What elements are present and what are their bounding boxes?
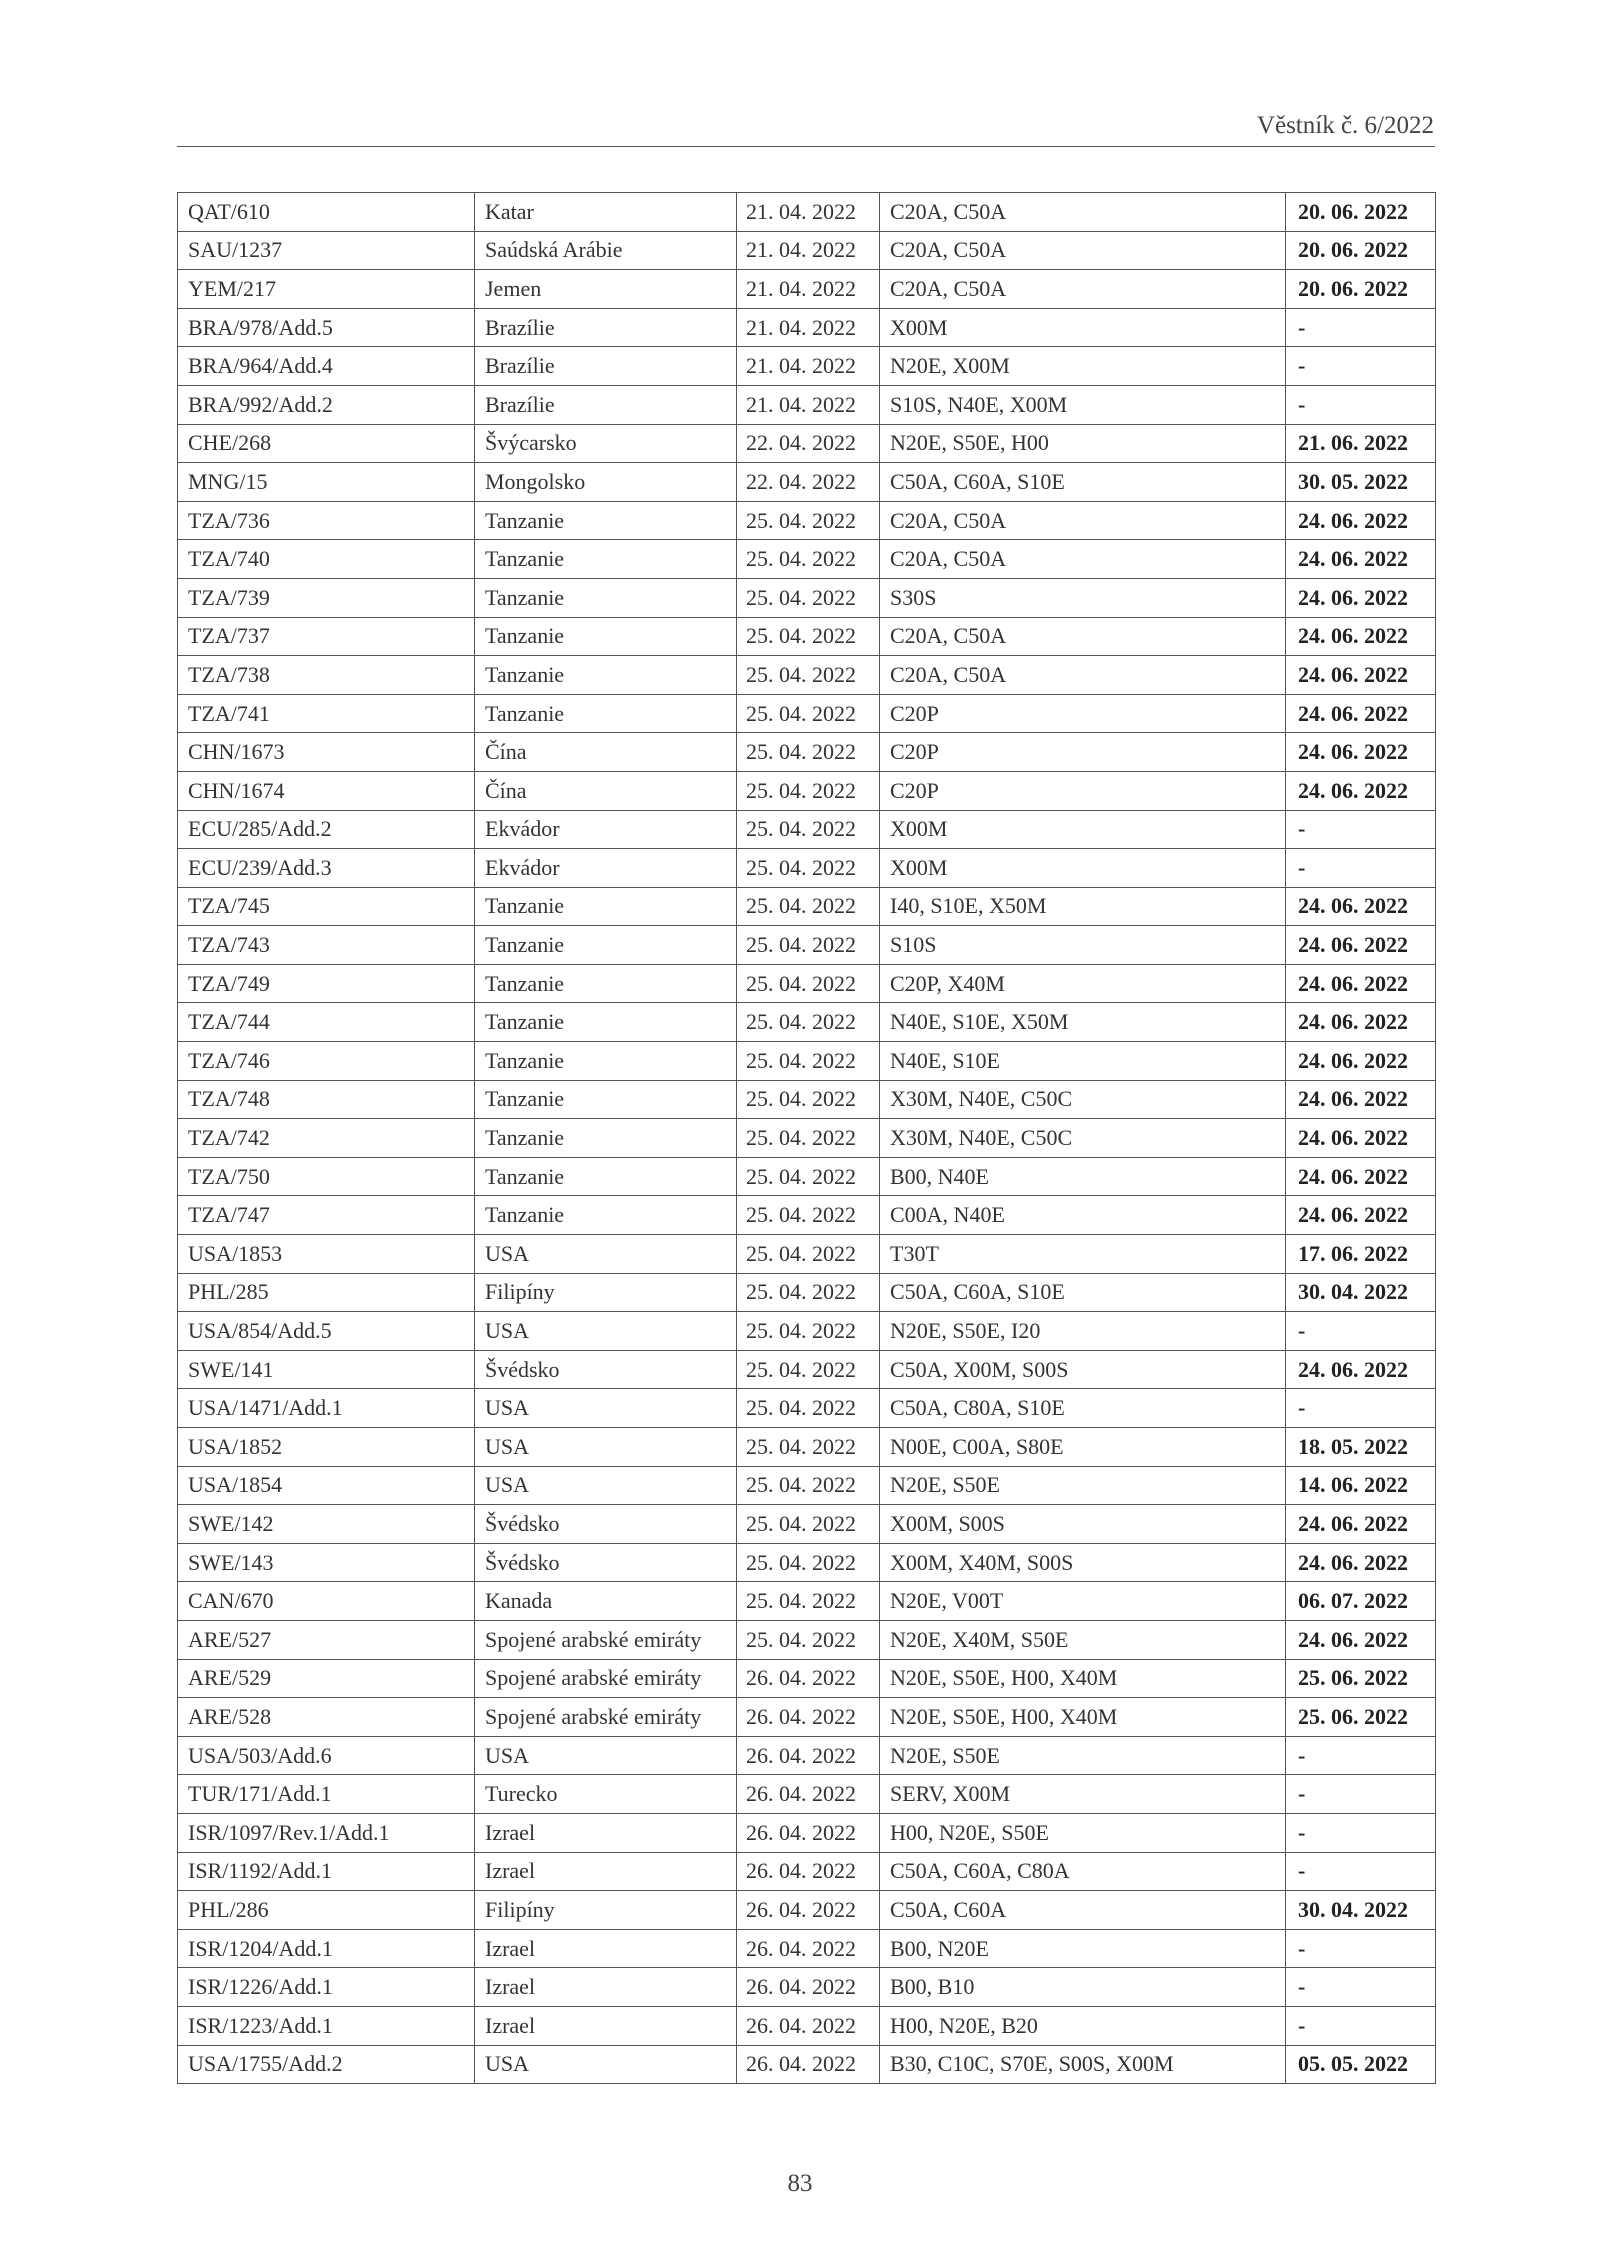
cell-country: Brazílie [475, 308, 737, 347]
cell-country: Turecko [475, 1775, 737, 1814]
cell-date: 25. 04. 2022 [737, 656, 880, 695]
cell-country: Tanzanie [475, 926, 737, 965]
cell-deadline: - [1286, 2006, 1436, 2045]
cell-date: 25. 04. 2022 [737, 1312, 880, 1351]
cell-codes: C50A, C80A, S10E [880, 1389, 1286, 1428]
cell-document: TZA/743 [178, 926, 475, 965]
cell-deadline: 06. 07. 2022 [1286, 1582, 1436, 1621]
table-row [178, 2006, 1436, 2045]
table-row [178, 1312, 1436, 1351]
cell-country: Izrael [475, 1929, 737, 1968]
cell-date: 25. 04. 2022 [737, 1157, 880, 1196]
table-row [178, 1466, 1436, 1505]
cell-codes: C00A, N40E [880, 1196, 1286, 1235]
cell-document: TUR/171/Add.1 [178, 1775, 475, 1814]
cell-date: 25. 04. 2022 [737, 1428, 880, 1467]
cell-codes: SERV, X00M [880, 1775, 1286, 1814]
cell-date: 21. 04. 2022 [737, 193, 880, 232]
cell-date: 26. 04. 2022 [737, 1968, 880, 2007]
cell-deadline: 24. 06. 2022 [1286, 1003, 1436, 1042]
cell-country: Izrael [475, 2006, 737, 2045]
cell-codes: S10S, N40E, X00M [880, 385, 1286, 424]
cell-deadline: 24. 06. 2022 [1286, 501, 1436, 540]
cell-codes: C20A, C50A [880, 656, 1286, 695]
cell-deadline: 24. 06. 2022 [1286, 1042, 1436, 1081]
cell-document: TZA/742 [178, 1119, 475, 1158]
cell-deadline: 24. 06. 2022 [1286, 578, 1436, 617]
cell-codes: X00M [880, 849, 1286, 888]
cell-date: 25. 04. 2022 [737, 771, 880, 810]
cell-codes: X00M [880, 308, 1286, 347]
cell-country: Filipíny [475, 1891, 737, 1930]
cell-country: Tanzanie [475, 1003, 737, 1042]
cell-date: 21. 04. 2022 [737, 347, 880, 386]
table-row [178, 1775, 1436, 1814]
cell-deadline: 24. 06. 2022 [1286, 1505, 1436, 1544]
cell-codes: N20E, X00M [880, 347, 1286, 386]
cell-deadline: 25. 06. 2022 [1286, 1698, 1436, 1737]
cell-codes: X30M, N40E, C50C [880, 1119, 1286, 1158]
cell-country: Saúdská Arábie [475, 231, 737, 270]
cell-country: USA [475, 1312, 737, 1351]
cell-codes: N20E, X40M, S50E [880, 1620, 1286, 1659]
cell-deadline: - [1286, 385, 1436, 424]
cell-document: BRA/978/Add.5 [178, 308, 475, 347]
table-row [178, 1736, 1436, 1775]
cell-date: 25. 04. 2022 [737, 849, 880, 888]
cell-codes: C20P, X40M [880, 964, 1286, 1003]
cell-deadline: 24. 06. 2022 [1286, 733, 1436, 772]
cell-codes: X30M, N40E, C50C [880, 1080, 1286, 1119]
table-row [178, 1968, 1436, 2007]
cell-country: USA [475, 1428, 737, 1467]
cell-codes: B30, C10C, S70E, S00S, X00M [880, 2045, 1286, 2084]
cell-deadline: - [1286, 1968, 1436, 2007]
table-row [178, 1891, 1436, 1930]
cell-date: 25. 04. 2022 [737, 926, 880, 965]
table-row [178, 926, 1436, 965]
cell-country: Tanzanie [475, 617, 737, 656]
cell-deadline: 24. 06. 2022 [1286, 1157, 1436, 1196]
table-row [178, 578, 1436, 617]
cell-codes: N20E, S50E, H00, X40M [880, 1659, 1286, 1698]
cell-date: 26. 04. 2022 [737, 1659, 880, 1698]
cell-document: BRA/992/Add.2 [178, 385, 475, 424]
table-row [178, 1428, 1436, 1467]
cell-codes: T30T [880, 1235, 1286, 1274]
cell-deadline: 24. 06. 2022 [1286, 1119, 1436, 1158]
cell-date: 25. 04. 2022 [737, 1003, 880, 1042]
cell-document: TZA/744 [178, 1003, 475, 1042]
cell-deadline: - [1286, 1775, 1436, 1814]
cell-country: USA [475, 1466, 737, 1505]
cell-country: Tanzanie [475, 1042, 737, 1081]
cell-country: Spojené arabské emiráty [475, 1698, 737, 1737]
cell-deadline: 30. 04. 2022 [1286, 1891, 1436, 1930]
cell-country: Jemen [475, 270, 737, 309]
cell-deadline: 24. 06. 2022 [1286, 926, 1436, 965]
cell-date: 25. 04. 2022 [737, 540, 880, 579]
cell-deadline: - [1286, 308, 1436, 347]
cell-codes: C50A, C60A [880, 1891, 1286, 1930]
cell-country: Tanzanie [475, 1196, 737, 1235]
cell-codes: N20E, S50E, I20 [880, 1312, 1286, 1351]
table-row [178, 849, 1436, 888]
page-number: 83 [787, 2170, 813, 2197]
table-row [178, 1042, 1436, 1081]
cell-date: 25. 04. 2022 [737, 617, 880, 656]
table-row [178, 1196, 1436, 1235]
cell-document: USA/1471/Add.1 [178, 1389, 475, 1428]
cell-codes: B00, B10 [880, 1968, 1286, 2007]
table-row [178, 1852, 1436, 1891]
cell-date: 22. 04. 2022 [737, 424, 880, 463]
cell-document: USA/1853 [178, 1235, 475, 1274]
table-row [178, 463, 1436, 502]
cell-deadline: 14. 06. 2022 [1286, 1466, 1436, 1505]
cell-deadline: 21. 06. 2022 [1286, 424, 1436, 463]
cell-document: CHN/1674 [178, 771, 475, 810]
table-row [178, 1659, 1436, 1698]
cell-deadline: 24. 06. 2022 [1286, 1543, 1436, 1582]
cell-deadline: - [1286, 1813, 1436, 1852]
cell-codes: C50A, C60A, S10E [880, 463, 1286, 502]
cell-country: Spojené arabské emiráty [475, 1620, 737, 1659]
cell-date: 25. 04. 2022 [737, 1273, 880, 1312]
cell-date: 26. 04. 2022 [737, 2006, 880, 2045]
cell-document: TZA/749 [178, 964, 475, 1003]
cell-date: 26. 04. 2022 [737, 2045, 880, 2084]
cell-document: ISR/1097/Rev.1/Add.1 [178, 1813, 475, 1852]
table-row [178, 1929, 1436, 1968]
cell-codes: B00, N40E [880, 1157, 1286, 1196]
cell-date: 25. 04. 2022 [737, 1389, 880, 1428]
cell-codes: X00M [880, 810, 1286, 849]
cell-date: 25. 04. 2022 [737, 694, 880, 733]
cell-date: 25. 04. 2022 [737, 1350, 880, 1389]
table-row [178, 810, 1436, 849]
cell-deadline: - [1286, 810, 1436, 849]
cell-document: USA/1852 [178, 1428, 475, 1467]
cell-codes: C20P [880, 771, 1286, 810]
cell-deadline: 05. 05. 2022 [1286, 2045, 1436, 2084]
cell-document: USA/854/Add.5 [178, 1312, 475, 1351]
notification-table [177, 192, 1436, 2084]
cell-country: Izrael [475, 1968, 737, 2007]
cell-deadline: - [1286, 1736, 1436, 1775]
table-row [178, 270, 1436, 309]
cell-document: SWE/141 [178, 1350, 475, 1389]
table-row [178, 1273, 1436, 1312]
cell-country: Tanzanie [475, 694, 737, 733]
cell-document: CHE/268 [178, 424, 475, 463]
cell-codes: N40E, S10E, X50M [880, 1003, 1286, 1042]
cell-date: 26. 04. 2022 [737, 1891, 880, 1930]
cell-deadline: 17. 06. 2022 [1286, 1235, 1436, 1274]
cell-country: Švédsko [475, 1350, 737, 1389]
table-row [178, 1813, 1436, 1852]
cell-codes: C20A, C50A [880, 231, 1286, 270]
cell-document: QAT/610 [178, 193, 475, 232]
table-row [178, 231, 1436, 270]
table-row [178, 1505, 1436, 1544]
cell-deadline: 24. 06. 2022 [1286, 1620, 1436, 1659]
cell-date: 25. 04. 2022 [737, 1042, 880, 1081]
cell-document: TZA/737 [178, 617, 475, 656]
cell-date: 26. 04. 2022 [737, 1929, 880, 1968]
cell-date: 26. 04. 2022 [737, 1736, 880, 1775]
cell-deadline: 24. 06. 2022 [1286, 1080, 1436, 1119]
cell-codes: N20E, S50E, H00, X40M [880, 1698, 1286, 1737]
cell-document: ISR/1192/Add.1 [178, 1852, 475, 1891]
cell-deadline: 20. 06. 2022 [1286, 270, 1436, 309]
cell-document: TZA/750 [178, 1157, 475, 1196]
cell-document: BRA/964/Add.4 [178, 347, 475, 386]
cell-codes: C20P [880, 733, 1286, 772]
cell-date: 25. 04. 2022 [737, 1543, 880, 1582]
table-row [178, 1003, 1436, 1042]
header-divider [177, 146, 1435, 147]
cell-country: Tanzanie [475, 501, 737, 540]
cell-deadline: 24. 06. 2022 [1286, 887, 1436, 926]
cell-codes: C20A, C50A [880, 193, 1286, 232]
cell-country: Spojené arabské emiráty [475, 1659, 737, 1698]
cell-date: 25. 04. 2022 [737, 1119, 880, 1158]
cell-deadline: 24. 06. 2022 [1286, 656, 1436, 695]
table-row [178, 964, 1436, 1003]
cell-country: Ekvádor [475, 810, 737, 849]
table-row [178, 1080, 1436, 1119]
cell-codes: X00M, X40M, S00S [880, 1543, 1286, 1582]
cell-country: Mongolsko [475, 463, 737, 502]
cell-country: Tanzanie [475, 1157, 737, 1196]
cell-date: 21. 04. 2022 [737, 270, 880, 309]
table-row [178, 308, 1436, 347]
cell-deadline: - [1286, 1852, 1436, 1891]
cell-country: Čína [475, 733, 737, 772]
cell-codes: H00, N20E, B20 [880, 2006, 1286, 2045]
table-row [178, 1235, 1436, 1274]
cell-country: USA [475, 1736, 737, 1775]
cell-codes: S10S [880, 926, 1286, 965]
cell-deadline: 20. 06. 2022 [1286, 231, 1436, 270]
cell-document: ARE/527 [178, 1620, 475, 1659]
cell-document: TZA/738 [178, 656, 475, 695]
cell-document: ECU/285/Add.2 [178, 810, 475, 849]
cell-country: Tanzanie [475, 540, 737, 579]
cell-codes: C20A, C50A [880, 270, 1286, 309]
table-row [178, 1119, 1436, 1158]
cell-date: 25. 04. 2022 [737, 964, 880, 1003]
table-row [178, 733, 1436, 772]
cell-document: TZA/740 [178, 540, 475, 579]
cell-deadline: 30. 05. 2022 [1286, 463, 1436, 502]
cell-document: USA/1755/Add.2 [178, 2045, 475, 2084]
cell-deadline: 24. 06. 2022 [1286, 617, 1436, 656]
table-row [178, 2045, 1436, 2084]
cell-date: 22. 04. 2022 [737, 463, 880, 502]
cell-codes: N00E, C00A, S80E [880, 1428, 1286, 1467]
table-row [178, 656, 1436, 695]
cell-country: Tanzanie [475, 1119, 737, 1158]
cell-codes: H00, N20E, S50E [880, 1813, 1286, 1852]
cell-deadline: 24. 06. 2022 [1286, 694, 1436, 733]
cell-codes: I40, S10E, X50M [880, 887, 1286, 926]
cell-date: 25. 04. 2022 [737, 1466, 880, 1505]
cell-date: 21. 04. 2022 [737, 231, 880, 270]
cell-date: 26. 04. 2022 [737, 1852, 880, 1891]
cell-date: 25. 04. 2022 [737, 1235, 880, 1274]
cell-date: 26. 04. 2022 [737, 1698, 880, 1737]
table-row [178, 771, 1436, 810]
cell-codes: N20E, S50E [880, 1466, 1286, 1505]
cell-codes: X00M, S00S [880, 1505, 1286, 1544]
cell-date: 21. 04. 2022 [737, 308, 880, 347]
table-row [178, 1543, 1436, 1582]
cell-deadline: - [1286, 1389, 1436, 1428]
table-row [178, 1350, 1436, 1389]
cell-deadline: 18. 05. 2022 [1286, 1428, 1436, 1467]
cell-deadline: 24. 06. 2022 [1286, 964, 1436, 1003]
cell-country: Tanzanie [475, 964, 737, 1003]
cell-date: 25. 04. 2022 [737, 1080, 880, 1119]
table-row [178, 347, 1436, 386]
cell-country: Filipíny [475, 1273, 737, 1312]
cell-deadline: 24. 06. 2022 [1286, 1350, 1436, 1389]
cell-country: Tanzanie [475, 1080, 737, 1119]
cell-document: TZA/748 [178, 1080, 475, 1119]
cell-codes: N20E, V00T [880, 1582, 1286, 1621]
cell-country: Brazílie [475, 385, 737, 424]
cell-document: ISR/1226/Add.1 [178, 1968, 475, 2007]
cell-document: MNG/15 [178, 463, 475, 502]
cell-date: 25. 04. 2022 [737, 578, 880, 617]
cell-document: TZA/745 [178, 887, 475, 926]
cell-document: USA/503/Add.6 [178, 1736, 475, 1775]
cell-deadline: - [1286, 1929, 1436, 1968]
cell-document: CHN/1673 [178, 733, 475, 772]
cell-deadline: - [1286, 347, 1436, 386]
cell-date: 25. 04. 2022 [737, 1620, 880, 1659]
cell-country: USA [475, 2045, 737, 2084]
cell-document: ARE/529 [178, 1659, 475, 1698]
cell-date: 25. 04. 2022 [737, 1582, 880, 1621]
cell-date: 26. 04. 2022 [737, 1813, 880, 1852]
cell-country: Švédsko [475, 1543, 737, 1582]
cell-codes: N20E, S50E [880, 1736, 1286, 1775]
cell-deadline: - [1286, 849, 1436, 888]
cell-codes: C50A, C60A, S10E [880, 1273, 1286, 1312]
cell-document: SWE/142 [178, 1505, 475, 1544]
cell-country: Čína [475, 771, 737, 810]
cell-deadline: 20. 06. 2022 [1286, 193, 1436, 232]
cell-document: TZA/736 [178, 501, 475, 540]
table-row [178, 385, 1436, 424]
cell-date: 25. 04. 2022 [737, 887, 880, 926]
cell-date: 25. 04. 2022 [737, 1196, 880, 1235]
cell-deadline: - [1286, 1312, 1436, 1351]
table-row [178, 193, 1436, 232]
cell-document: TZA/747 [178, 1196, 475, 1235]
cell-deadline: 25. 06. 2022 [1286, 1659, 1436, 1698]
cell-document: ISR/1204/Add.1 [178, 1929, 475, 1968]
cell-country: Tanzanie [475, 887, 737, 926]
cell-document: TZA/741 [178, 694, 475, 733]
cell-date: 25. 04. 2022 [737, 810, 880, 849]
cell-codes: C20P [880, 694, 1286, 733]
cell-deadline: 30. 04. 2022 [1286, 1273, 1436, 1312]
cell-country: Kanada [475, 1582, 737, 1621]
table-row [178, 887, 1436, 926]
cell-document: TZA/739 [178, 578, 475, 617]
cell-document: YEM/217 [178, 270, 475, 309]
table-row [178, 617, 1436, 656]
cell-document: ECU/239/Add.3 [178, 849, 475, 888]
cell-date: 25. 04. 2022 [737, 733, 880, 772]
cell-document: SWE/143 [178, 1543, 475, 1582]
cell-codes: C20A, C50A [880, 540, 1286, 579]
cell-country: Katar [475, 193, 737, 232]
cell-codes: S30S [880, 578, 1286, 617]
cell-document: ISR/1223/Add.1 [178, 2006, 475, 2045]
cell-codes: N20E, S50E, H00 [880, 424, 1286, 463]
cell-codes: C50A, X00M, S00S [880, 1350, 1286, 1389]
table-row [178, 540, 1436, 579]
cell-codes: C50A, C60A, C80A [880, 1852, 1286, 1891]
table-body [178, 193, 1436, 2084]
cell-codes: B00, N20E [880, 1929, 1286, 1968]
cell-codes: C20A, C50A [880, 617, 1286, 656]
cell-country: Izrael [475, 1813, 737, 1852]
cell-country: Ekvádor [475, 849, 737, 888]
cell-country: Tanzanie [475, 656, 737, 695]
cell-date: 25. 04. 2022 [737, 501, 880, 540]
cell-document: ARE/528 [178, 1698, 475, 1737]
page-header-title: Věstník č. 6/2022 [1256, 112, 1434, 139]
cell-deadline: 24. 06. 2022 [1286, 771, 1436, 810]
cell-date: 21. 04. 2022 [737, 385, 880, 424]
table-row [178, 1157, 1436, 1196]
cell-country: Tanzanie [475, 578, 737, 617]
table-row [178, 694, 1436, 733]
cell-country: Brazílie [475, 347, 737, 386]
cell-country: Švédsko [475, 1505, 737, 1544]
cell-country: USA [475, 1389, 737, 1428]
cell-country: Izrael [475, 1852, 737, 1891]
table-row [178, 501, 1436, 540]
table-row [178, 1582, 1436, 1621]
cell-document: PHL/286 [178, 1891, 475, 1930]
table-row [178, 424, 1436, 463]
table-row [178, 1620, 1436, 1659]
cell-deadline: 24. 06. 2022 [1286, 1196, 1436, 1235]
cell-document: PHL/285 [178, 1273, 475, 1312]
cell-date: 26. 04. 2022 [737, 1775, 880, 1814]
cell-document: TZA/746 [178, 1042, 475, 1081]
cell-country: USA [475, 1235, 737, 1274]
table-row [178, 1698, 1436, 1737]
cell-codes: N40E, S10E [880, 1042, 1286, 1081]
table-row [178, 1389, 1436, 1428]
cell-document: SAU/1237 [178, 231, 475, 270]
cell-document: CAN/670 [178, 1582, 475, 1621]
cell-document: USA/1854 [178, 1466, 475, 1505]
cell-date: 25. 04. 2022 [737, 1505, 880, 1544]
cell-codes: C20A, C50A [880, 501, 1286, 540]
cell-country: Švýcarsko [475, 424, 737, 463]
cell-deadline: 24. 06. 2022 [1286, 540, 1436, 579]
